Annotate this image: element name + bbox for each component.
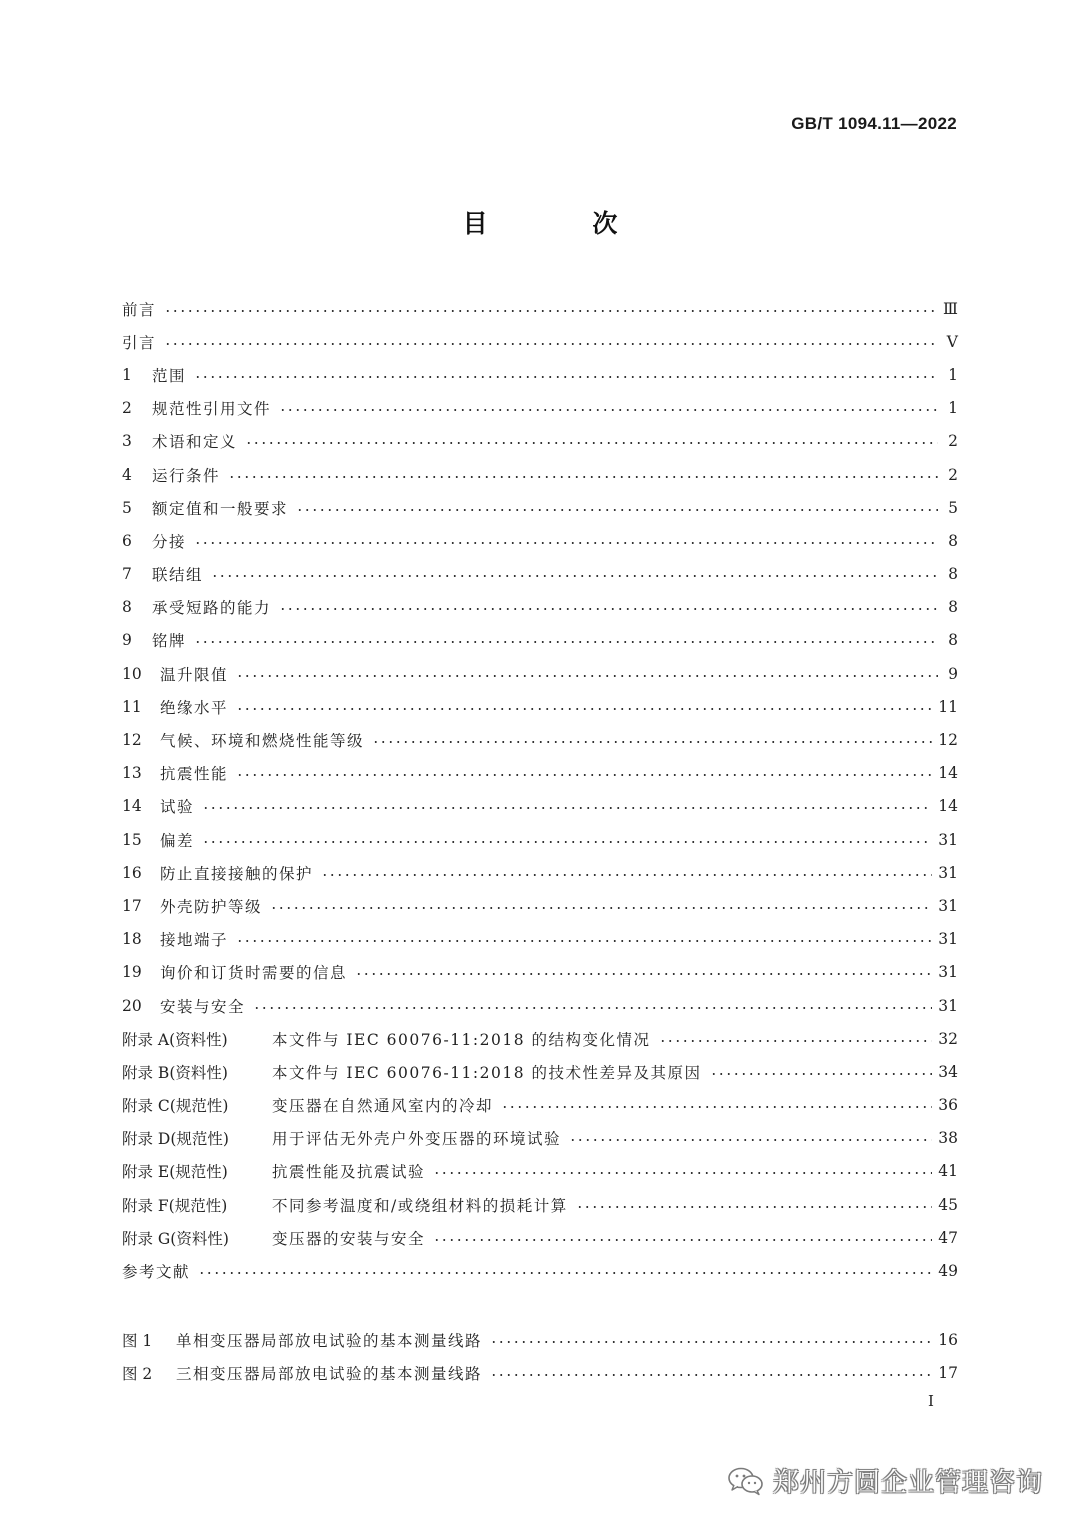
dot-leader	[569, 1139, 932, 1141]
references-title: 参考文献	[122, 1263, 191, 1282]
toc-entry-3[interactable]	[122, 425, 958, 458]
dot-leader	[236, 940, 932, 942]
dot-leader	[490, 1341, 932, 1343]
toc-entry-15[interactable]	[122, 823, 958, 856]
toc-entry-number: 1	[122, 365, 132, 384]
dot-leader	[576, 1206, 933, 1208]
toc-entry-number: 19	[122, 963, 142, 982]
toc-entry-number: 14	[122, 797, 142, 816]
dot-leader	[372, 741, 932, 743]
dot-leader	[202, 807, 932, 809]
toc-entry-page: 31	[938, 896, 958, 915]
dot-leader	[236, 774, 932, 776]
figure-title: 单相变压器局部放电试验的基本测量线路	[176, 1331, 483, 1350]
toc-entry-title: 规范性引用文件	[152, 400, 272, 419]
toc-entry-1[interactable]	[122, 358, 958, 391]
appendix-title: 本文件与 IEC 60076-11:2018 的结构变化情况	[272, 1030, 651, 1049]
dot-leader	[501, 1106, 932, 1108]
appendix-label: 附录 E(规范性)	[122, 1163, 228, 1182]
dot-leader	[194, 542, 938, 544]
toc-entry-number: 13	[122, 764, 142, 783]
toc-entry-page: 8	[948, 531, 958, 550]
appendix-page: 36	[938, 1096, 958, 1115]
toc-entry-page: 31	[938, 930, 958, 949]
page-number: Ⅰ	[928, 1392, 934, 1410]
toc-entry-page: 14	[938, 797, 958, 816]
references-page: 49	[938, 1262, 958, 1281]
toc-entry-page: 2	[948, 465, 958, 484]
appendix-title: 变压器的安装与安全	[272, 1229, 426, 1248]
toc-entry-number: 15	[122, 830, 142, 849]
toc-entry-page: Ⅲ	[943, 299, 958, 318]
appendix-title: 本文件与 IEC 60076-11:2018 的技术性差异及其原因	[272, 1063, 702, 1082]
dot-leader	[236, 708, 932, 710]
toc-entry-references[interactable]	[122, 1254, 958, 1287]
page-title: 目 次	[462, 209, 666, 238]
toc-entry-number: 7	[122, 565, 132, 584]
dot-leader	[279, 608, 938, 610]
appendix-label: 附录 G(资料性)	[122, 1229, 229, 1248]
toc-entry-title: 温升限值	[160, 665, 229, 684]
appendix-page: 41	[938, 1162, 958, 1181]
watermark-text: 郑州方圆企业管理咨询	[773, 1468, 1044, 1498]
toc-entry-number: 3	[122, 432, 132, 451]
toc-entry-13[interactable]	[122, 757, 958, 790]
toc-entry-page: 8	[948, 631, 958, 650]
toc-entry-title: 气候、环境和燃烧性能等级	[160, 732, 365, 751]
toc-appendix-a[interactable]	[122, 1022, 958, 1055]
watermark	[727, 1462, 1043, 1499]
toc-entry-title: 抗震性能	[160, 765, 229, 784]
dot-leader	[211, 575, 938, 577]
toc-entry-title: 分接	[152, 532, 187, 551]
toc-entry-number: 5	[122, 498, 132, 517]
toc-appendix-f[interactable]	[122, 1188, 958, 1221]
appendix-label: 附录 A(资料性)	[122, 1030, 228, 1049]
dot-leader	[490, 1374, 932, 1376]
appendix-label: 附录 D(规范性)	[122, 1130, 229, 1149]
toc-entry-title: 外壳防护等级	[160, 897, 263, 916]
figure-title: 三相变压器局部放电试验的基本测量线路	[176, 1364, 483, 1383]
toc-entry-page: 12	[938, 731, 958, 750]
toc-entry-19[interactable]	[122, 956, 958, 989]
toc-appendix-c[interactable]	[122, 1089, 958, 1122]
toc-appendix-g[interactable]	[122, 1221, 958, 1254]
toc-entry-number: 11	[122, 697, 142, 716]
toc-entry-introduction[interactable]	[122, 325, 958, 358]
toc-entry-number: 8	[122, 598, 132, 617]
toc-entry-page: 11	[938, 697, 958, 716]
toc-entry-title: 防止直接接触的保护	[160, 864, 314, 883]
toc-appendix-b[interactable]	[122, 1055, 958, 1088]
appendix-page: 47	[938, 1228, 958, 1247]
toc-entry-page: 8	[948, 598, 958, 617]
dot-leader	[236, 675, 938, 677]
toc-entry-title: 运行条件	[152, 466, 221, 485]
list-of-figures	[122, 1323, 958, 1389]
figure-entry-2[interactable]	[122, 1356, 958, 1389]
wechat-icon	[727, 1466, 765, 1496]
toc-entry-title: 前言	[122, 300, 157, 319]
toc-entry-title: 术语和定义	[152, 433, 238, 452]
standard-code: GB/T 1094.11—2022	[791, 114, 957, 133]
appendix-page: 38	[938, 1129, 958, 1148]
toc-appendix-d[interactable]	[122, 1122, 958, 1155]
dot-leader	[355, 973, 932, 975]
toc-entry-page: 31	[938, 996, 958, 1015]
dot-leader	[194, 376, 938, 378]
toc-entry-number: 12	[122, 731, 142, 750]
dot-leader	[198, 1272, 932, 1274]
toc-entry-page: 1	[948, 365, 958, 384]
toc-entry-title: 询价和订货时需要的信息	[160, 964, 348, 983]
toc-entry-number: 17	[122, 896, 142, 915]
toc-entry-number: 9	[122, 631, 132, 650]
figure-entry-1[interactable]	[122, 1323, 958, 1356]
toc-entry-title: 承受短路的能力	[152, 599, 272, 618]
toc-entry-number: 4	[122, 465, 132, 484]
toc-entry-page: 31	[938, 830, 958, 849]
toc-entry-title: 联结组	[152, 566, 204, 585]
toc-entry-title: 偏差	[160, 831, 195, 850]
toc-entry-page: 31	[938, 963, 958, 982]
appendix-title: 抗震性能及抗震试验	[272, 1163, 426, 1182]
toc-entry-title: 绝缘水平	[160, 698, 229, 717]
dot-leader	[321, 874, 932, 876]
toc-entry-number: 18	[122, 930, 142, 949]
toc-entry-page: 5	[948, 498, 958, 517]
toc-entry-7[interactable]	[122, 558, 958, 591]
appendix-label: 附录 F(规范性)	[122, 1196, 228, 1215]
toc-entry-title: 接地端子	[160, 931, 229, 950]
toc-entry-number: 20	[122, 996, 142, 1015]
toc-entry-number: 10	[122, 664, 142, 683]
toc-entry-number: 2	[122, 399, 132, 418]
toc-entry-17[interactable]	[122, 889, 958, 922]
toc-entry-14[interactable]	[122, 790, 958, 823]
toc-entry-2[interactable]	[122, 392, 958, 425]
dot-leader	[228, 476, 938, 478]
toc-entry-page: 31	[938, 863, 958, 882]
dot-leader	[253, 1007, 932, 1009]
toc-entry-number: 6	[122, 531, 132, 550]
appendix-label: 附录 C(规范性)	[122, 1097, 229, 1116]
toc-entry-16[interactable]	[122, 856, 958, 889]
toc-entry-6[interactable]	[122, 524, 958, 557]
appendix-title: 不同参考温度和/或绕组材料的损耗计算	[272, 1196, 568, 1215]
dot-leader	[710, 1073, 933, 1075]
toc-entry-20[interactable]	[122, 989, 958, 1022]
dot-leader	[164, 310, 937, 312]
toc-entry-page: Ⅴ	[946, 332, 958, 351]
appendix-label: 附录 B(资料性)	[122, 1063, 228, 1082]
figure-label: 图 1	[122, 1331, 153, 1350]
toc-entry-title: 额定值和一般要求	[152, 499, 289, 518]
toc-entry-number: 16	[122, 863, 142, 882]
toc-entry-page: 9	[948, 664, 958, 683]
toc-entry-4[interactable]	[122, 458, 958, 491]
toc-entry-18[interactable]	[122, 923, 958, 956]
dot-leader	[659, 1040, 933, 1042]
dot-leader	[433, 1239, 932, 1241]
dot-leader	[164, 343, 938, 345]
toc-entry-page: 8	[948, 565, 958, 584]
toc-entry-page: 1	[948, 399, 958, 418]
appendix-title: 用于评估无外壳户外变压器的环境试验	[272, 1130, 562, 1149]
toc-entry-title: 范围	[152, 366, 187, 385]
appendix-page: 45	[938, 1195, 958, 1214]
toc-entry-page: 2	[948, 432, 958, 451]
dot-leader	[296, 509, 938, 511]
toc-entry-8[interactable]	[122, 591, 958, 624]
figure-page: 16	[938, 1330, 958, 1349]
toc-entry-title: 引言	[122, 333, 157, 352]
dot-leader	[270, 907, 932, 909]
dot-leader	[433, 1172, 932, 1174]
toc-appendix-e[interactable]	[122, 1155, 958, 1188]
dot-leader	[194, 641, 938, 643]
toc-entry-foreword[interactable]	[122, 292, 958, 325]
toc-entry-12[interactable]	[122, 723, 958, 756]
appendix-page: 34	[938, 1062, 958, 1081]
toc-entry-5[interactable]	[122, 491, 958, 524]
dot-leader	[245, 442, 938, 444]
toc-entry-9[interactable]	[122, 624, 958, 657]
toc-entry-title: 铭牌	[152, 632, 187, 651]
toc-entry-page: 14	[938, 764, 958, 783]
dot-leader	[202, 841, 932, 843]
dot-leader	[279, 409, 938, 411]
appendix-page: 32	[938, 1029, 958, 1048]
figure-page: 17	[938, 1363, 958, 1382]
toc-entry-title: 安装与安全	[160, 997, 246, 1016]
toc-entry-10[interactable]	[122, 657, 958, 690]
table-of-contents	[122, 292, 958, 1288]
figure-label: 图 2	[122, 1364, 153, 1383]
appendix-title: 变压器在自然通风室内的冷却	[272, 1097, 494, 1116]
toc-entry-11[interactable]	[122, 690, 958, 723]
toc-entry-title: 试验	[160, 798, 195, 817]
